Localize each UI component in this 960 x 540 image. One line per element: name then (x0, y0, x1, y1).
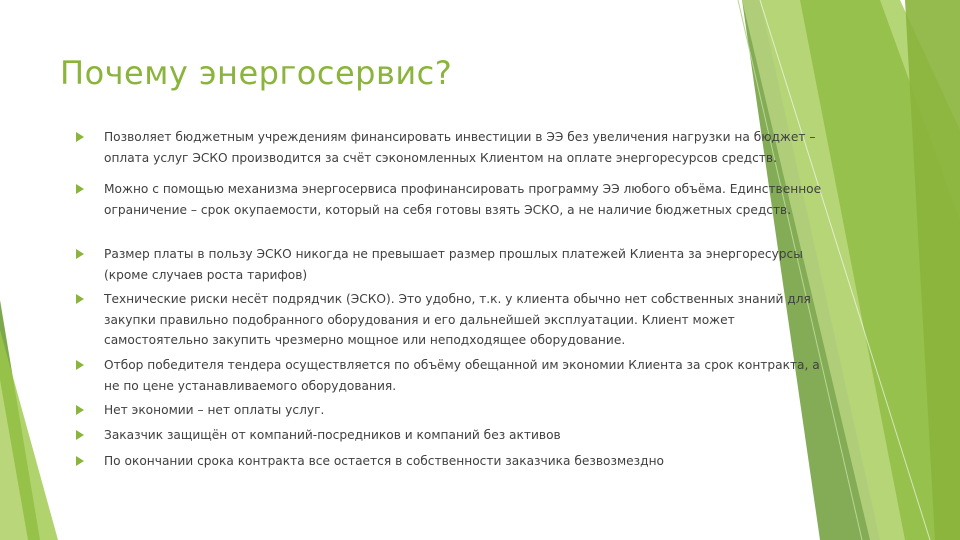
bullet-text: Нет экономии – нет оплаты услуг. (104, 403, 325, 417)
bullet-text: По окончании срока контракта все остается в собственности заказчика безвозмездно (104, 454, 664, 468)
bullet-text: Размер платы в пользу ЭСКО никогда не превышает размер прошлых платежей Клиента за энергоресурсы (кроме случаев роста тарифов) (104, 247, 803, 282)
bullet-text: Заказчик защищён от компаний-посредников и компаний без активов (104, 428, 561, 442)
bullet-arrow-icon (76, 184, 84, 194)
bullet-text: Можно с помощью механизма энергосервиса профинансировать программу ЭЭ любого объёма. Единственное ограничение – срок окупаемости, который на себя готовы взять ЭСКО, а не наличие бюджетных средств. (104, 182, 822, 217)
bullet-arrow-icon (76, 294, 84, 304)
bullet-arrow-icon (76, 132, 84, 142)
bullet-text: Отбор победителя тендера осуществляется по объёму обещанной им экономии Клиента за срок контракта, а не по цене устанавливаемого оборудования. (104, 358, 820, 393)
bullet-arrow-icon (76, 249, 84, 259)
bullet-arrow-icon (76, 360, 84, 370)
bullet-arrow-icon (76, 430, 84, 440)
bullet-text: Позволяет бюджетным учреждениям финансировать инвестиции в ЭЭ без увеличения нагрузки на бюджет – оплата услуг ЭСКО производится за счёт сэкономленных Клиентом на оплате энергоресурсов средств. (104, 130, 816, 165)
slide-title: Почему энергосервис? (60, 54, 453, 92)
bullet-text: Технические риски несёт подрядчик (ЭСКО). Это удобно, т.к. у клиента обычно нет собственных знаний для закупки правильно подобранного оборудования и его дальнейшей эксплуатации. Клиент может самостоятельно закупить чрезмерно мощное или неподходящее оборудование. (104, 292, 811, 347)
bullet-arrow-icon (76, 456, 84, 466)
bullet-arrow-icon (76, 405, 84, 415)
